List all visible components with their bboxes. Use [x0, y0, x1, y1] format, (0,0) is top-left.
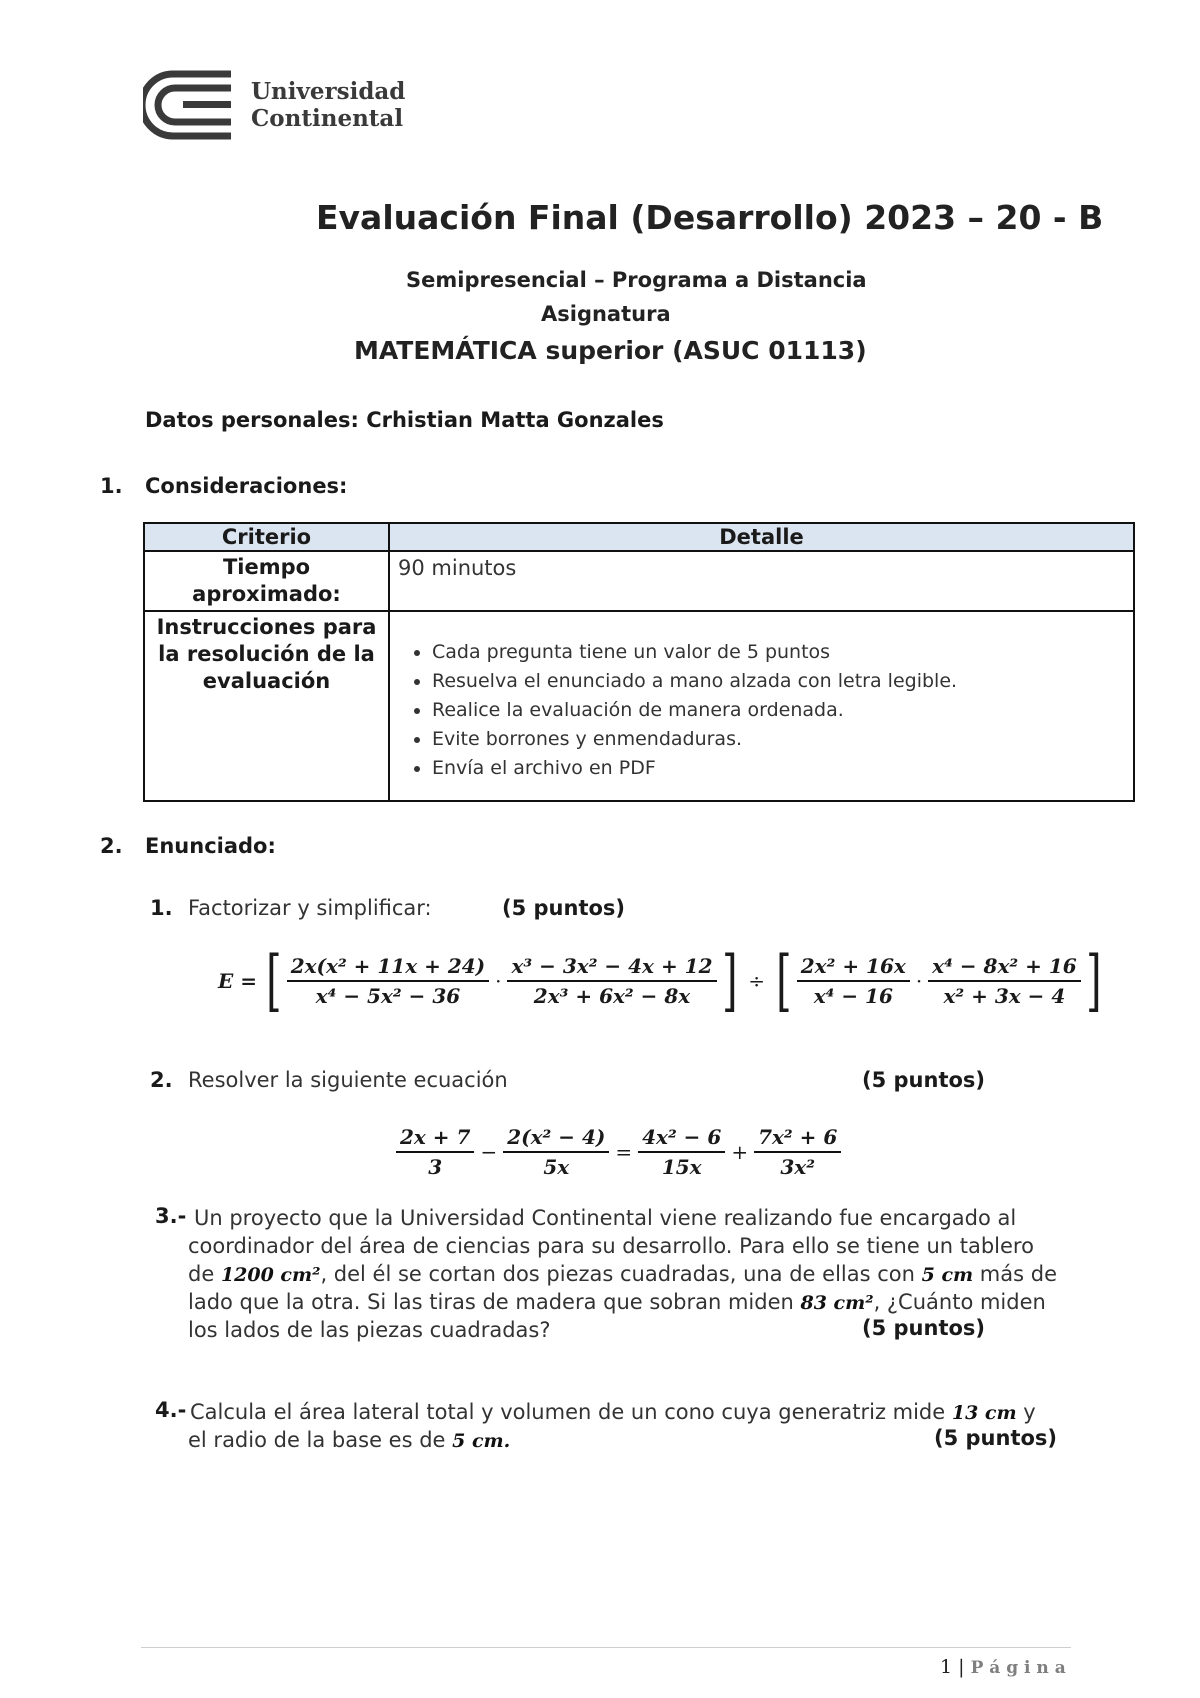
q2-f2-den: 5x: [543, 1155, 570, 1179]
q2-f3-num: 4x² − 6: [638, 1125, 725, 1153]
q3-number: 3.-: [155, 1204, 187, 1228]
q1-f4-den: x² + 3x − 4: [943, 984, 1066, 1008]
q2-fraction-2: [503, 1125, 609, 1179]
q2-equals: =: [615, 1140, 633, 1164]
course-name: MATEMÁTICA superior (ASUC 01113): [354, 336, 867, 365]
q2-f3-den: 15x: [661, 1155, 702, 1179]
q1-f4-num: x⁴ − 8x² + 16: [928, 954, 1080, 982]
q2-points: (5 puntos): [862, 1068, 986, 1092]
section-2-title: Enunciado:: [145, 834, 276, 858]
q3-line-2: [188, 1232, 1034, 1260]
right-bracket-1: ]: [721, 942, 738, 1019]
q3-points: (5 puntos): [862, 1316, 986, 1340]
q3-line-3: [188, 1260, 1057, 1289]
q3-line-3e: más de: [973, 1262, 1057, 1286]
personal-data: Datos personales: Crhistian Matta Gonzales: [145, 408, 664, 432]
section-1-title: Consideraciones:: [145, 474, 348, 498]
row-time-value: 90 minutos: [389, 551, 1134, 611]
q3-leftover-value: 83 cm²: [800, 1292, 874, 1314]
q2-plus: +: [731, 1140, 749, 1164]
list-item: • Envía el archivo en PDF: [432, 754, 1125, 783]
q2-minus: −: [480, 1140, 498, 1164]
right-bracket-2: ]: [1085, 942, 1102, 1019]
page-number: 1: [940, 1656, 953, 1678]
q2-f4-den: 3x²: [780, 1155, 815, 1179]
list-item: • Cada pregunta tiene un valor de 5 puntos: [432, 638, 1125, 667]
q3-line-3a: de: [188, 1262, 221, 1286]
row-instructions-label: Instrucciones para la resolución de la evaluación: [144, 611, 389, 801]
q3-line-4a: lado que la otra. Si las tiras de madera que sobran miden: [188, 1290, 801, 1314]
q3-line-4: [188, 1288, 1046, 1317]
row-instructions-value: [389, 611, 1134, 801]
q1-fraction-3: [797, 954, 910, 1008]
list-item: • Realice la evaluación de manera ordenada.: [432, 696, 1125, 725]
criteria-table: [143, 522, 1135, 802]
q2-text: Resolver la siguiente ecuación: [188, 1068, 508, 1092]
q3-area-value: 1200 cm²: [220, 1264, 321, 1286]
q1-fraction-2: [507, 954, 716, 1008]
q1-dot-1: ·: [495, 969, 502, 993]
q4-line-2: [188, 1426, 510, 1455]
q2-f2-num: 2(x² − 4): [503, 1125, 609, 1153]
q3-side-diff: 5 cm: [921, 1264, 974, 1286]
q2-f4-num: 7x² + 6: [754, 1125, 841, 1153]
q1-equation: [218, 942, 1106, 1019]
section-1-number: 1.: [100, 474, 123, 498]
q1-fraction-4: [928, 954, 1080, 1008]
q2-fraction-3: [638, 1125, 725, 1179]
q3-line-1-text: Un proyecto que la Universidad Continental viene realizando fue encargado al: [194, 1206, 1017, 1230]
q1-number: 1.: [150, 896, 173, 920]
q1-divide: ÷: [748, 969, 766, 993]
q3-line-1: [194, 1204, 1016, 1232]
q1-lhs: E =: [218, 969, 257, 993]
q1-f3-den: x⁴ − 16: [813, 984, 893, 1008]
logo-line-2: Continental: [251, 105, 404, 132]
q2-equation: [396, 1120, 841, 1184]
q1-text: Factorizar y simplificar:: [188, 896, 432, 920]
header-criterio: Criterio: [144, 523, 389, 551]
q4-line-1: [190, 1398, 1036, 1427]
q3-line-5-text: los lados de las piezas cuadradas?: [188, 1318, 551, 1342]
q3-line-2-text: coordinador del área de ciencias para su desarrollo. Para ello se tiene un tablero: [188, 1234, 1034, 1258]
q2-f1-den: 3: [428, 1155, 443, 1179]
logo-mark-icon: [143, 70, 235, 140]
q1-fraction-1: [287, 954, 489, 1008]
list-item: • Resuelva el enunciado a mano alzada con letra legible.: [432, 667, 1125, 696]
footer-separator: |: [958, 1656, 965, 1678]
q1-dot-2: ·: [915, 969, 923, 993]
q1-f1-den: x⁴ − 5x² − 36: [315, 984, 461, 1008]
page-title: Evaluación Final (Desarrollo) 2023 – 20 - B: [316, 198, 1104, 237]
left-bracket-2: [: [776, 942, 792, 1019]
footer-divider: [141, 1647, 1071, 1648]
q2-fraction-4: [754, 1125, 841, 1179]
q3-line-4c: , ¿Cuánto miden: [873, 1290, 1046, 1314]
row-time-label: Tiempo aproximado:: [144, 551, 389, 611]
university-logo: [143, 70, 406, 140]
q1-f2-den: 2x³ + 6x² − 8x: [533, 984, 691, 1008]
q1-f2-num: x³ − 3x² − 4x + 12: [507, 954, 716, 982]
q1-f3-num: 2x² + 16x: [797, 954, 910, 982]
logo-line-1: Universidad: [251, 78, 406, 105]
q4-points: (5 puntos): [934, 1426, 1058, 1450]
header-detalle: Detalle: [389, 523, 1134, 551]
page-label: P á g i n a: [970, 1658, 1066, 1678]
q4-line-2a: el radio de la base es de: [188, 1428, 453, 1452]
q4-line-1c: y: [1016, 1400, 1036, 1424]
q3-line-5: [188, 1316, 550, 1344]
q1-f1-num: 2x(x² + 11x + 24): [287, 954, 489, 982]
q4-line-1a: Calcula el área lateral total y volumen de un cono cuya generatriz mide: [190, 1400, 952, 1424]
section-2-number: 2.: [100, 834, 123, 858]
q4-radius: 5 cm.: [452, 1430, 511, 1452]
q2-f1-num: 2x + 7: [396, 1125, 474, 1153]
instructions-list: [398, 638, 1125, 783]
q2-fraction-1: [396, 1125, 474, 1179]
subject-label: Asignatura: [541, 302, 671, 326]
q2-number: 2.: [150, 1068, 173, 1092]
q4-generatrix: 13 cm: [951, 1402, 1017, 1424]
list-item: • Evite borrones y enmendaduras.: [432, 725, 1125, 754]
modality: Semipresencial – Programa a Distancia: [406, 268, 867, 292]
q4-number: 4.-: [155, 1398, 187, 1422]
page-footer: [940, 1656, 1066, 1678]
q1-points: (5 puntos): [502, 896, 626, 920]
q3-line-3c: , del él se cortan dos piezas cuadradas, una de ellas con: [320, 1262, 922, 1286]
left-bracket-1: [: [266, 942, 282, 1019]
